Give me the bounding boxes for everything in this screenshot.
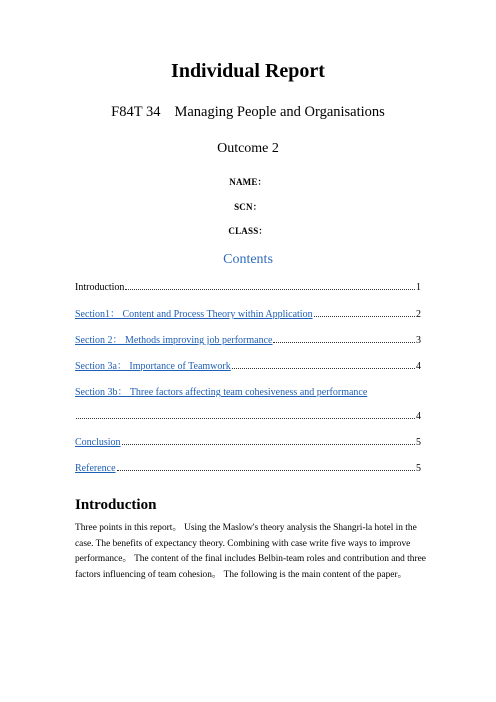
toc-entry-link[interactable]: Section 2： Methods improving job performance	[75, 335, 273, 345]
toc-entry-link[interactable]: Reference	[75, 463, 116, 474]
introduction-heading: Introduction	[75, 497, 157, 513]
toc-entry-link[interactable]: Section 3b： Three factors affecting team cohesiveness and performance	[75, 387, 368, 397]
toc-page-number: 3	[416, 335, 421, 345]
toc-entry-conclusion[interactable]	[75, 435, 421, 449]
toc-entry-label: Introduction	[75, 282, 125, 293]
class-field-label: CLASS：	[228, 226, 268, 236]
toc-entry-section3b-continuation	[75, 409, 421, 423]
toc-leader-dots	[122, 435, 415, 445]
course-line	[0, 104, 496, 121]
course-code: F84T 34	[111, 104, 161, 120]
toc-entry-section1[interactable]	[75, 305, 421, 319]
toc-leader-dots	[117, 461, 415, 471]
toc-entry-section3b[interactable]	[75, 383, 421, 397]
toc-entry-link[interactable]: Section 3a： Importance of Teamwork	[75, 361, 231, 371]
toc-page-number: 4	[416, 411, 421, 422]
toc-page-number: 1	[416, 282, 421, 293]
contents-heading: Contents	[223, 252, 273, 267]
toc-leader-dots	[76, 409, 415, 419]
toc-leader-dots	[232, 359, 415, 369]
outcome-label: Outcome 2	[217, 141, 279, 156]
name-field-label: NAME：	[229, 177, 267, 187]
toc-entry-section3a[interactable]	[75, 357, 421, 371]
course-name: Managing People and Organisations	[174, 104, 385, 120]
toc-leader-dots	[273, 333, 415, 343]
toc-leader-dots	[314, 307, 415, 317]
toc-entry-link[interactable]: Section1： Content and Process Theory within Application	[75, 309, 313, 319]
toc-page-number: 4	[416, 361, 421, 371]
toc-page-number: 5	[416, 463, 421, 474]
scn-field-label: SCN：	[234, 202, 262, 212]
toc-entry-reference[interactable]	[75, 461, 421, 475]
introduction-paragraph: Three points in this report。 Using the Maslow's theory analysis the Shangri-la hotel in the case. The benefits of expectancy theory. Combining with case write five ways to improve performance。 The content of the final includes Belbin-team roles and contribution and three factors influencing of team cohesion。 The following is the main content of the paper。	[75, 523, 426, 580]
toc-page-number: 5	[416, 437, 421, 448]
toc-leader-dots	[125, 280, 415, 290]
toc-page-number: 2	[416, 309, 421, 319]
toc-entry-introduction[interactable]	[75, 280, 421, 294]
toc-entry-link[interactable]: Conclusion	[75, 437, 121, 448]
document-title: Individual Report	[171, 60, 325, 82]
toc-entry-section2[interactable]	[75, 331, 421, 345]
